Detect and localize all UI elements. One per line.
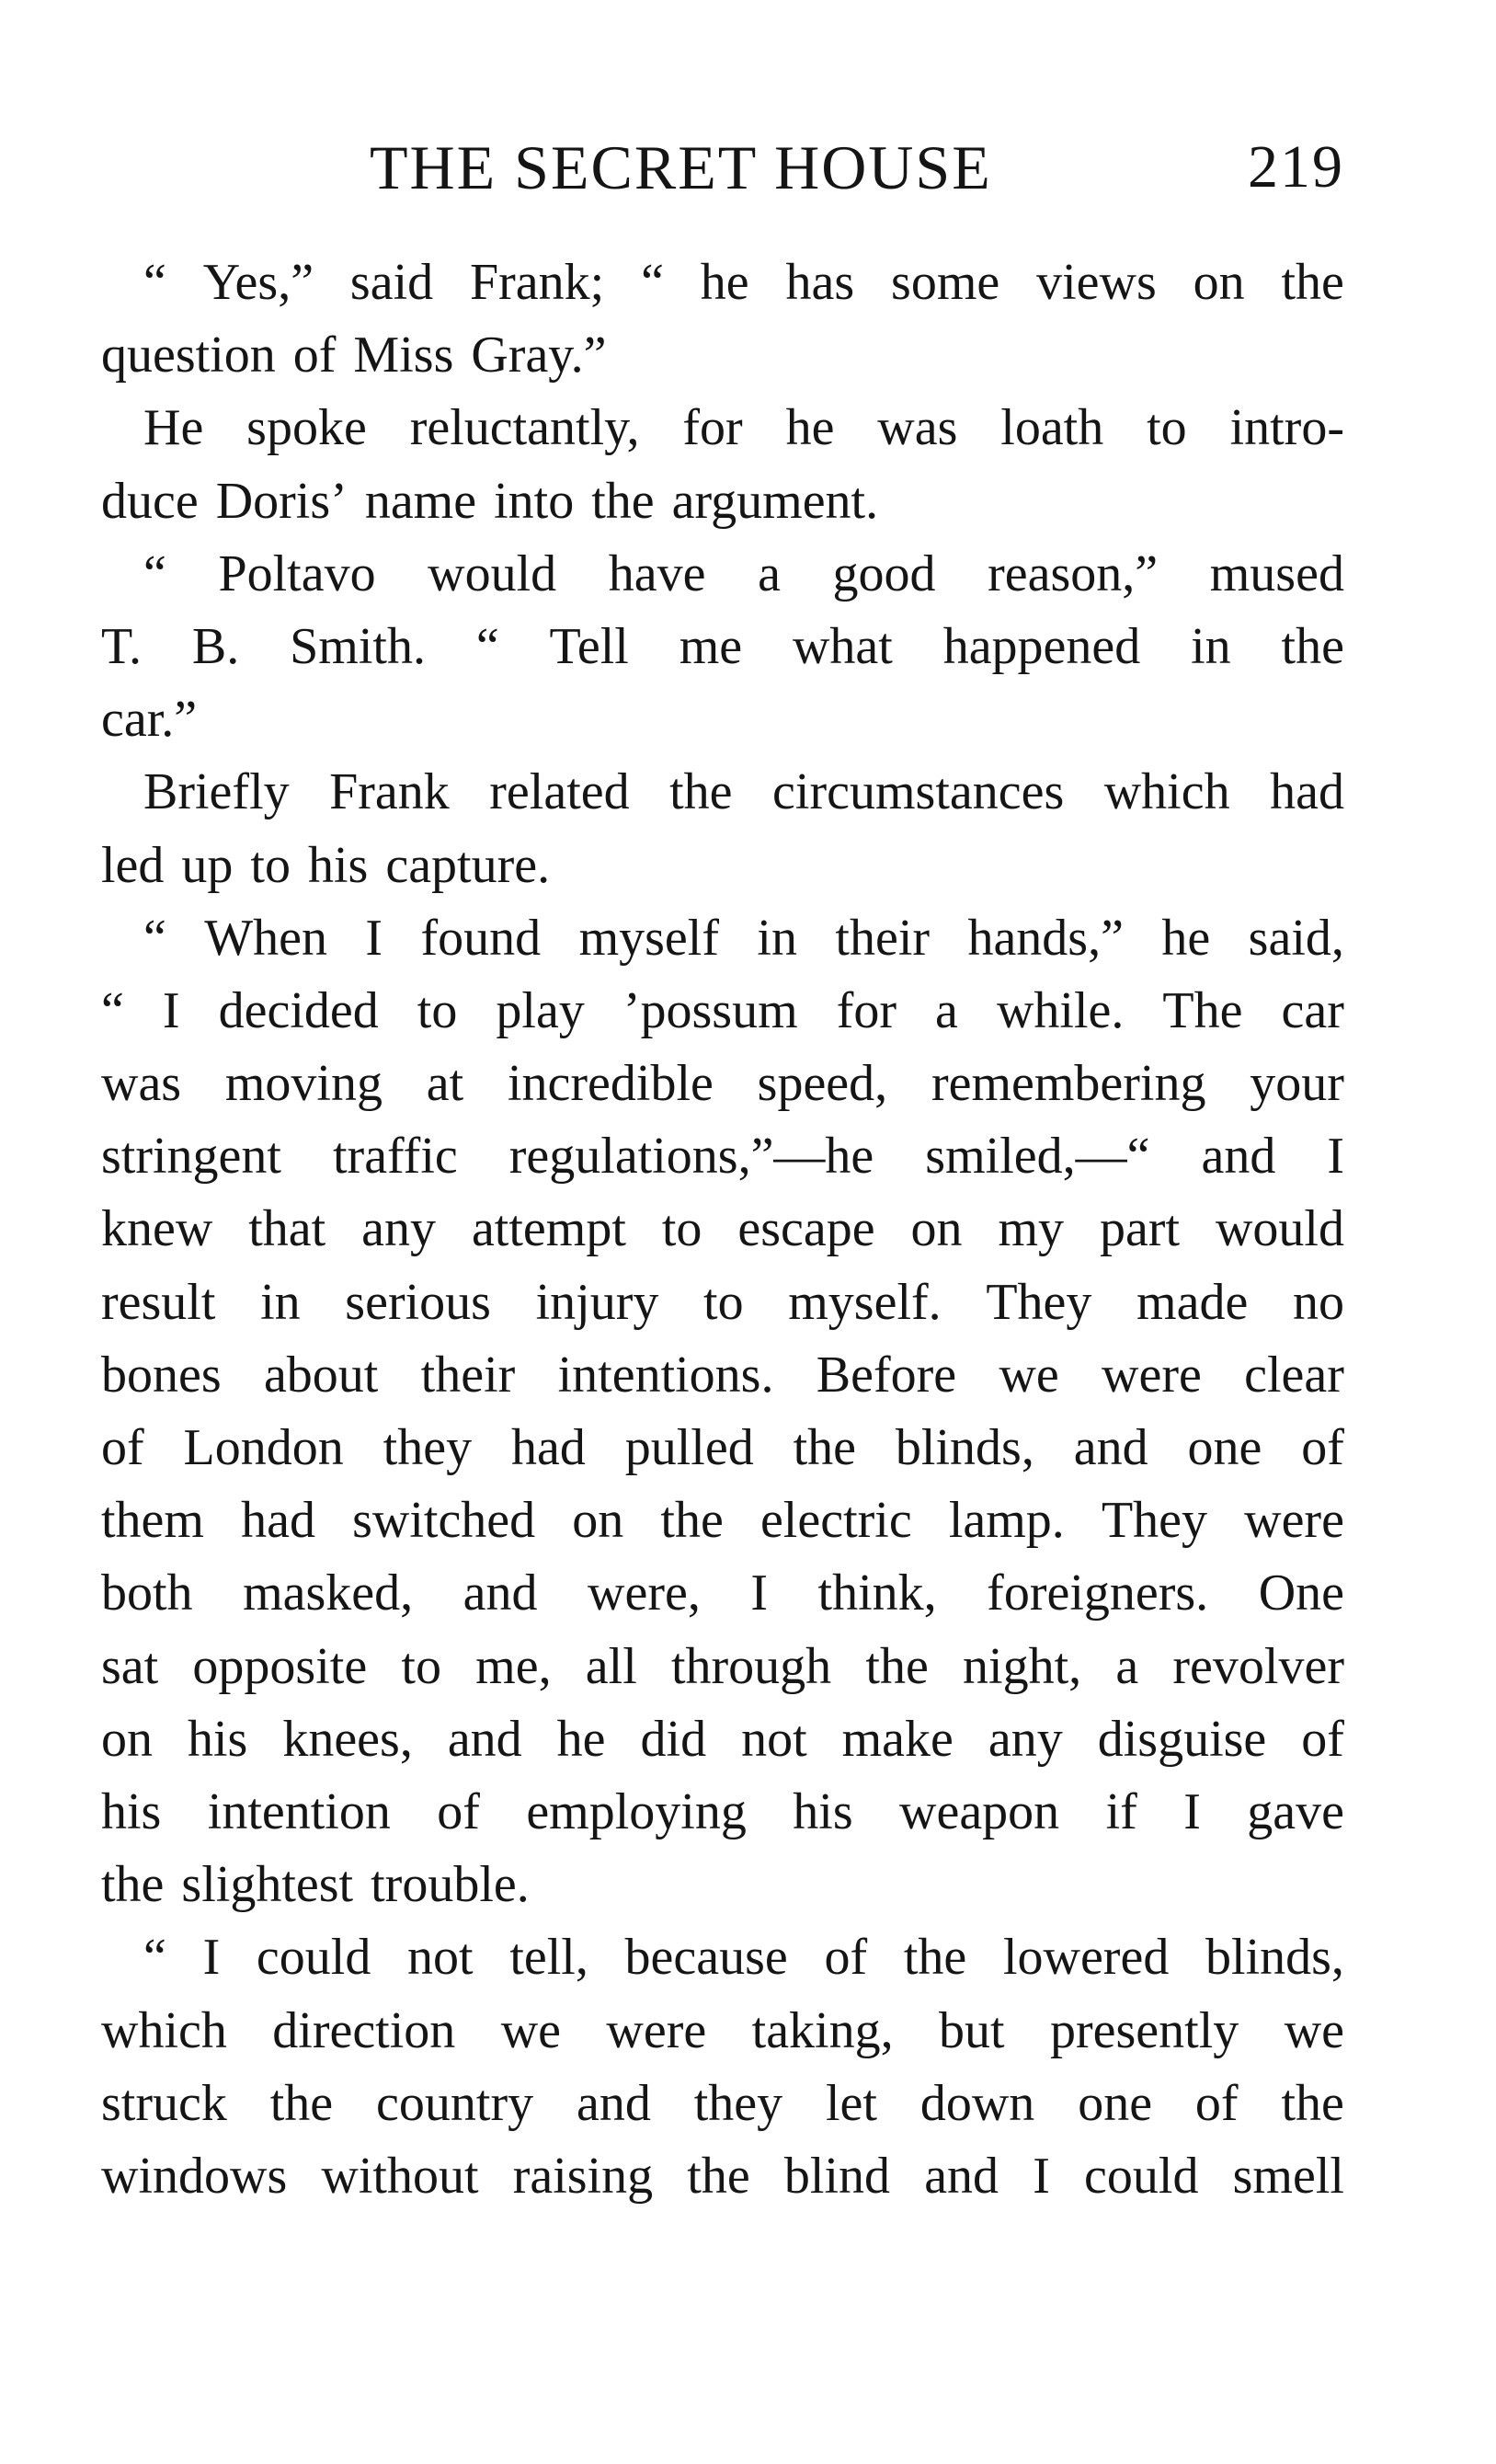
text-word: of [1194,2074,1239,2132]
text-word: the [269,2074,334,2132]
text-word: myself [578,909,719,967]
text-word: did [640,1710,707,1768]
text-word: good [832,544,936,602]
text-word: Poltavo [218,544,376,602]
text-word: “ [475,617,499,675]
text-word: were [1102,1346,1202,1404]
text-word: sat [101,1637,159,1695]
text-word: about [263,1346,379,1404]
text-word: me [679,617,743,675]
text-line [101,1921,1344,1994]
text-word: electric [759,1492,912,1550]
text-word: what [792,617,893,675]
text-word: could [256,1929,371,1987]
text-word: opposite [192,1637,368,1695]
text-word: ’possum [622,981,798,1039]
text-word: to [250,836,291,894]
text-word: regulations,”—he [508,1128,874,1186]
text-word: stringent [101,1128,281,1186]
text-line [101,902,1344,975]
text-word: Gray.” [471,327,607,384]
text-word: employing [526,1782,747,1840]
text-word: have [608,544,706,602]
text-word: I [162,981,180,1039]
text-word: “ [143,544,166,602]
text-word: tell, [509,1929,588,1987]
text-line [101,1776,1344,1849]
text-word: found [420,909,542,967]
text-word: Tell [549,617,629,675]
text-word: loath [1000,399,1104,457]
text-word: Before [816,1346,957,1404]
text-word: had [241,1492,315,1550]
text-word: of [292,327,337,384]
text-word: and [463,1564,538,1622]
text-word: smell [1232,2147,1344,2205]
text-word: knew [101,1200,213,1258]
text-word: had [510,1419,586,1476]
text-word: intentions. [557,1346,774,1404]
body-text [101,246,1344,2213]
text-word: a [935,981,958,1039]
text-word: raising [512,2147,654,2205]
text-word: reluctantly, [409,399,640,457]
text-word: think, [817,1564,937,1622]
text-word: of [824,1929,868,1987]
text-word: injury [535,1273,659,1331]
text-word: could [1084,2147,1199,2205]
text-word: if [1105,1782,1137,1840]
text-line [101,1412,1344,1484]
text-word: revolver [1172,1637,1344,1695]
text-line [101,319,1344,392]
text-word: trouble. [371,1856,530,1914]
text-word: the [660,1492,724,1550]
text-line [101,1266,1344,1339]
text-word: name [364,472,477,530]
text-word: while. [996,981,1125,1039]
running-title: THE SECRET HOUSE [370,132,992,202]
text-word: without [321,2147,479,2205]
text-word: hands,” [967,909,1124,967]
text-word: blinds, [895,1419,1034,1476]
text-word: your [1250,1055,1344,1113]
text-word: but [939,2001,1005,2059]
text-word: said, [1248,909,1344,967]
text-word: views [1036,254,1157,311]
text-word: the [101,1856,165,1914]
text-word: would [1215,1200,1344,1258]
text-word: on [910,1200,963,1258]
text-word: part [1099,1200,1180,1258]
text-line [101,1703,1344,1776]
text-word: he [556,1710,606,1768]
text-word: car [1281,981,1344,1039]
text-word: and [1201,1128,1276,1186]
text-line [101,392,1344,464]
text-word: Briefly [143,763,290,821]
text-word: made [1136,1273,1249,1331]
text-word: taking, [751,2001,894,2059]
text-word: Miss [353,327,454,384]
text-word: I [202,1929,221,1987]
text-word: I [1327,1128,1344,1186]
text-word: we [999,1346,1059,1404]
text-word: to [703,1273,744,1331]
text-line [101,756,1344,829]
text-word: that [248,1200,326,1258]
text-line [101,2140,1344,2213]
text-line [101,1048,1344,1120]
text-word: night, [963,1637,1082,1695]
text-word: play [496,981,585,1039]
text-word: has [785,254,855,311]
text-word: of [437,1782,480,1840]
text-word: the [793,1419,857,1476]
text-word: intro- [1229,399,1344,457]
text-line [101,1484,1344,1557]
text-word: of [1301,1419,1344,1476]
text-line [101,1557,1344,1630]
text-word: disguise [1097,1710,1267,1768]
running-head [101,131,1344,204]
text-word: his [187,1710,248,1768]
text-word: direction [272,2001,456,2059]
text-word: down [919,2074,1035,2132]
text-word: them [101,1492,204,1550]
text-word: were [606,2001,707,2059]
text-line [101,1339,1344,1412]
text-word: “ [143,1929,166,1987]
text-word: were, [588,1564,701,1622]
text-line [101,830,1344,902]
text-word: gave [1247,1782,1344,1840]
text-word: reason,” [988,544,1159,602]
text-word: mused [1209,544,1344,602]
text-word: for [682,399,743,457]
text-word: escape [737,1200,875,1258]
text-word: into [494,472,575,530]
text-word: related [489,763,630,821]
text-word: his [793,1782,853,1840]
text-word: bones [101,1346,222,1404]
text-word: The [1162,981,1243,1039]
text-word: were [1244,1492,1344,1550]
text-word: at [426,1055,464,1113]
text-word: the [669,763,733,821]
text-word: result [101,1273,216,1331]
text-word: in [260,1273,301,1331]
text-line [101,1631,1344,1703]
text-word: he [785,399,835,457]
text-word: they [693,2074,783,2132]
text-word: of [101,1419,144,1476]
text-line [101,683,1344,756]
text-word: T. [101,617,143,675]
text-word: to [1147,399,1187,457]
text-word: both [101,1564,193,1622]
text-word: not [407,1929,474,1987]
text-word: car.” [101,691,198,749]
text-word: blinds, [1205,1929,1344,1987]
text-word: on [101,1710,153,1768]
text-word: I [1033,2147,1050,2205]
text-word: question [101,327,276,384]
text-word: was [101,1055,182,1113]
text-word: smiled,—“ [925,1128,1150,1186]
text-word: we [1284,2001,1344,2059]
text-line [101,1193,1344,1266]
text-line [101,1849,1344,1921]
text-word: argument. [671,472,879,530]
text-word: duce [101,472,199,530]
text-word: the [865,1637,929,1695]
text-word: on [572,1492,624,1550]
text-word: decided [218,981,379,1039]
text-word: a [1115,1637,1139,1695]
text-word: speed, [757,1055,888,1113]
text-word: and [1073,1419,1148,1476]
text-word: and [447,1710,522,1768]
text-word: “ [101,981,124,1039]
text-word: was [877,399,958,457]
text-word: to [661,1200,702,1258]
text-word: because [624,1929,788,1987]
text-word: their [835,909,931,967]
text-word: would [428,544,557,602]
text-line [101,2068,1344,2140]
text-word: clear [1244,1346,1344,1404]
text-word: he [1161,909,1211,967]
text-word: One [1258,1564,1344,1622]
text-word: lamp. [948,1492,1065,1550]
text-word: had [1270,763,1344,821]
text-word: they [383,1419,473,1476]
text-word: which [101,2001,227,2059]
text-word: on [1193,254,1245,311]
text-word: switched [352,1492,536,1550]
text-word: make [841,1710,954,1768]
text-word: led [101,836,165,894]
text-word: windows [101,2147,288,2205]
text-word: the [687,2147,750,2205]
text-word: “ [143,909,166,967]
text-word: intention [207,1782,391,1840]
text-word: let [826,2074,877,2132]
text-word: capture. [385,836,551,894]
text-word: any [361,1200,437,1258]
text-word: me, [475,1637,552,1695]
text-word: He [143,399,204,457]
text-word: I [365,909,383,967]
text-word: which [1103,763,1230,821]
text-word: country [376,2074,534,2132]
text-word: his [307,836,369,894]
text-word: lowered [1002,1929,1170,1987]
text-word: their [420,1346,516,1404]
text-word: struck [101,2074,227,2132]
text-word: one [1187,1419,1262,1476]
text-word: When [204,909,327,967]
text-word: all [585,1637,637,1695]
text-line [101,611,1344,683]
text-line [101,1995,1344,2068]
text-word: I [750,1564,769,1622]
text-word: knees, [282,1710,413,1768]
text-word: masked, [243,1564,414,1622]
text-word: London [183,1419,344,1476]
text-word: his [101,1782,162,1840]
text-word: a [758,544,781,602]
text-line [101,465,1344,538]
text-word: in [1191,617,1231,675]
text-line [101,246,1344,319]
text-word: up [181,836,234,894]
text-word: the [1281,254,1344,311]
text-word: “ [143,254,166,311]
text-word: to [417,981,458,1039]
text-word: the [591,472,655,530]
text-word: not [741,1710,807,1768]
text-word: presently [1050,2001,1239,2059]
text-word: for [836,981,896,1039]
page-number: 219 [1248,133,1344,201]
text-word: through [670,1637,832,1695]
text-word: any [988,1710,1063,1768]
text-word: incredible [507,1055,714,1113]
text-word: “ [641,254,664,311]
text-word: serious [345,1273,491,1331]
text-word: the [903,1929,967,1987]
text-word: Smith. [290,617,426,675]
text-word: he [700,254,749,311]
text-word: and [924,2147,999,2205]
text-word: circumstances [772,763,1065,821]
text-word: I [1183,1782,1201,1840]
text-word: Doris’ [215,472,348,530]
text-word: weapon [899,1782,1060,1840]
text-word: Yes,” [202,254,314,311]
text-word: pulled [624,1419,754,1476]
text-word: blind [783,2147,891,2205]
text-word: one [1078,2074,1153,2132]
text-word: of [1301,1710,1344,1768]
text-word: some [891,254,1000,311]
text-word: B. [191,617,240,675]
text-word: happened [942,617,1141,675]
text-word: spoke [246,399,367,457]
text-word: slightest [181,1856,354,1914]
text-word: They [1101,1492,1207,1550]
text-word: moving [224,1055,383,1113]
text-word: Frank [329,763,450,821]
text-word: we [500,2001,562,2059]
text-word: the [1281,2074,1344,2132]
text-word: remembering [931,1055,1206,1113]
text-word: my [998,1200,1064,1258]
text-line [101,975,1344,1048]
text-word: myself. [788,1273,942,1331]
text-word: They [986,1273,1092,1331]
text-line [101,538,1344,611]
text-word: in [757,909,797,967]
text-word: the [1281,617,1344,675]
text-word: attempt [471,1200,626,1258]
text-word: no [1292,1273,1344,1331]
text-word: and [576,2074,651,2132]
text-word: foreigners. [987,1564,1209,1622]
text-word: said [349,254,434,311]
text-word: to [401,1637,441,1695]
text-word: Frank; [470,254,605,311]
text-line [101,1120,1344,1193]
text-word: traffic [332,1128,458,1186]
